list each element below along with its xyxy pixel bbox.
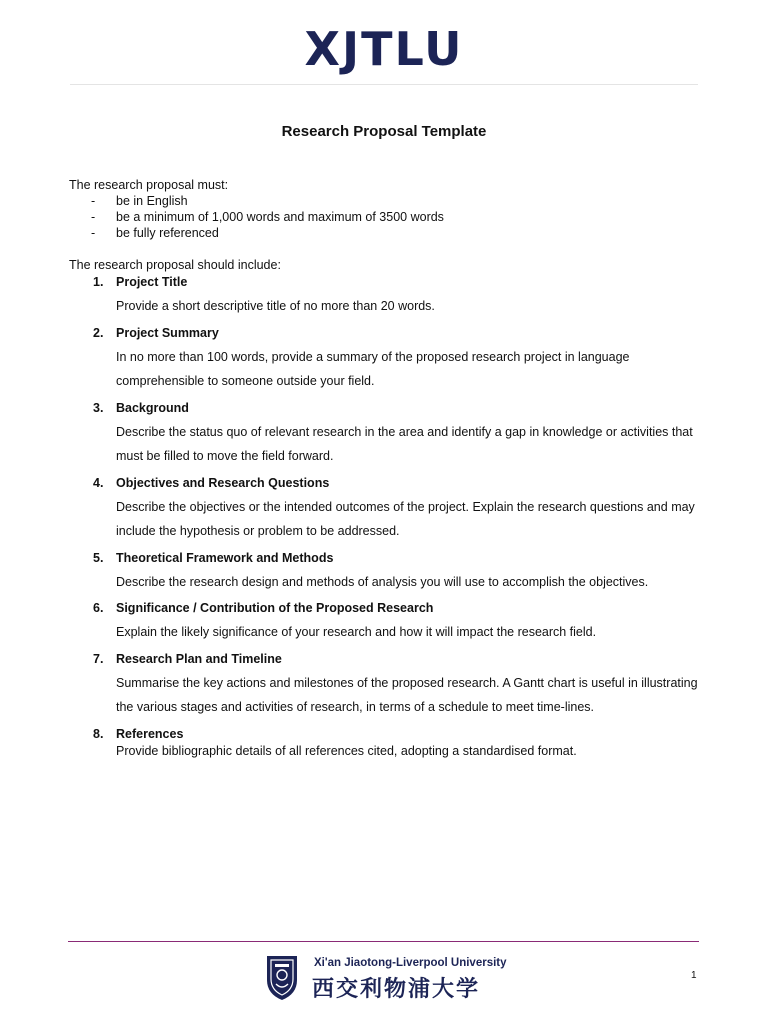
section-body: Describe the research design and methods of analysis you will use to accomplish the objectives. [116, 574, 649, 589]
section-item [69, 474, 709, 544]
section-heading: Project Summary [116, 325, 219, 340]
page-number: 1 [691, 970, 697, 981]
section-number: 1. [93, 275, 104, 289]
must-list [69, 193, 709, 241]
document-body [69, 177, 709, 764]
header-logo: XJTLU [304, 22, 464, 76]
section-body: Provide a short descriptive title of no more than 20 words. [116, 299, 435, 313]
header-divider [70, 84, 698, 85]
include-intro: The research proposal should include: [69, 258, 281, 272]
section-number: 7. [93, 651, 104, 666]
footer-divider [68, 941, 699, 942]
section-item [69, 273, 709, 319]
section-heading: Research Plan and Timeline [116, 651, 282, 666]
section-body: Explain the likely significance of your research and how it will impact the research field. [116, 625, 597, 639]
section-number: 8. [93, 726, 104, 741]
section-heading: Significance / Contribution of the Proposed Research [116, 601, 434, 615]
list-item: - be fully referenced [91, 226, 219, 240]
section-body: In no more than 100 words, provide a summary of the proposed research project in language comprehensible to someone outside your field. [116, 349, 630, 388]
section-item [69, 599, 709, 645]
sections-list [69, 273, 709, 759]
section-heading: Project Title [116, 275, 188, 289]
footer-university-en: Xi'an Jiaotong-Liverpool University [314, 957, 507, 969]
section-heading: Objectives and Research Questions [116, 475, 330, 490]
section-heading: Background [116, 400, 189, 415]
must-intro: The research proposal must: [69, 178, 229, 192]
list-item: - be in English [91, 194, 188, 208]
section-item [69, 650, 709, 720]
section-body: Describe the objectives or the intended outcomes of the project. Explain the research questions and may include the hypothesis or problem to be addressed. [116, 499, 695, 538]
section-body: Summarise the key actions and milestones of the proposed research. A Gantt chart is useful in illustrating the various stages and activities of research, in terms of a schedule to meet time-lines. [116, 675, 698, 714]
section-item [69, 399, 709, 469]
section-body: Provide bibliographic details of all references cited, adopting a standardised format. [116, 743, 577, 758]
section-item [69, 725, 709, 759]
list-item: - be a minimum of 1,000 words and maximum of 3500 words [91, 210, 444, 224]
section-number: 2. [93, 325, 104, 340]
section-number: 4. [93, 475, 104, 490]
university-crest-icon [265, 954, 299, 1002]
section-item [69, 549, 709, 595]
section-body: Describe the status quo of relevant research in the area and identify a gap in knowledge or activities that must be filled to move the field forward. [116, 424, 693, 463]
document-title: Research Proposal Template [281, 123, 487, 140]
section-number: 6. [93, 601, 104, 615]
section-item [69, 324, 709, 394]
section-number: 3. [93, 400, 104, 415]
section-heading: Theoretical Framework and Methods [116, 550, 334, 565]
footer-university-cn: 西交利物浦大学 [312, 976, 481, 1002]
section-number: 5. [93, 550, 104, 565]
section-heading: References [116, 726, 184, 741]
